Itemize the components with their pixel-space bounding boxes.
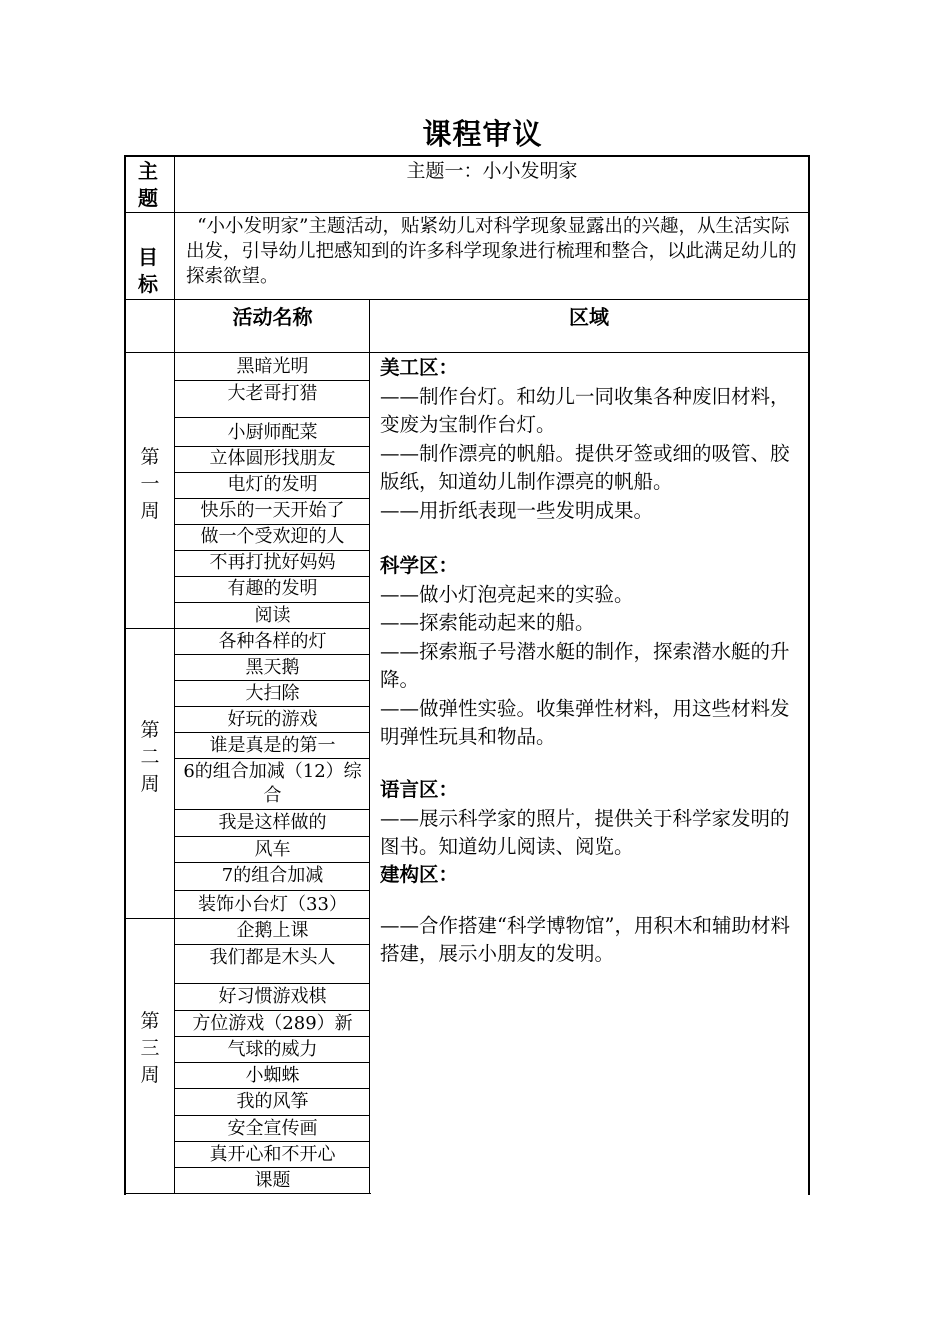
- week-label-2: 第二周: [140, 719, 160, 795]
- activity-column-divider: [369, 299, 370, 1194]
- area-line: ——用折纸表现一些发明成果。: [380, 498, 654, 522]
- area-title-language: 语言区：: [380, 778, 459, 801]
- theme-label: 主题: [138, 159, 158, 210]
- row-divider-goal: [124, 299, 810, 300]
- activity-item: 有趣的发明: [227, 578, 318, 599]
- activity-item: 谁是真是的第一: [209, 735, 336, 756]
- activity-item: 好习惯游戏棋: [218, 986, 327, 1007]
- activity-item: 大扫除: [245, 683, 300, 704]
- activity-item: 大老哥打猎: [227, 383, 318, 404]
- area-line: ——探索能动起来的船。: [380, 611, 595, 634]
- area-line: ——探索瓶子号潜水艇的制作，探索潜水艇的升降。: [380, 639, 790, 691]
- area-title-science: 科学区：: [380, 554, 459, 577]
- area-line: ——做弹性实验。收集弹性材料，用这些材料发明弹性玩具和物品。: [380, 696, 790, 748]
- activity-item: 我们都是木头人: [209, 947, 336, 968]
- activity-item: 方位游戏（289）新: [192, 1013, 353, 1034]
- activity-item: 气球的威力: [227, 1039, 318, 1060]
- area-line: ——做小灯泡亮起来的实验。: [380, 582, 634, 606]
- activity-item: 快乐的一天开始了: [200, 500, 345, 521]
- activity-item: 课题: [254, 1170, 291, 1191]
- week-label-1: 第一周: [140, 446, 160, 522]
- goal-text: “小小发明家”主题活动，贴紧幼儿对科学现象显露出的兴趣，从生活实际出发，引导幼儿把感知到的许多科学现象进行梳理和整合，以此满足幼儿的探索欲望。: [186, 216, 797, 287]
- activity-item: 7的组合加减: [221, 865, 324, 886]
- activity-item: 电灯的发明: [227, 474, 318, 495]
- activity-item: 做一个受欢迎的人: [200, 526, 345, 547]
- activity-column-header: 活动名称: [232, 305, 313, 329]
- area-line: ——展示科学家的照片，提供关于科学家发明的图书。知道幼儿阅读、阅览。: [380, 806, 790, 858]
- activity-item: 风车: [254, 839, 291, 860]
- row-divider-header: [124, 352, 810, 353]
- document-title: 课程审议: [422, 117, 543, 151]
- table-right-border: [808, 155, 810, 1195]
- week-label-3: 第三周: [140, 1010, 160, 1086]
- activity-item: 真开心和不开心: [209, 1144, 336, 1165]
- area-construction-section: [380, 861, 805, 969]
- activity-item: 小蜘蛛: [245, 1065, 300, 1086]
- area-language-section: [380, 776, 805, 862]
- area-title-art: 美工区：: [380, 356, 459, 379]
- label-column-divider: [174, 155, 175, 1194]
- activity-item: 各种各样的灯: [218, 631, 327, 652]
- area-science-section: [380, 552, 805, 752]
- activity-item: 安全宣传画: [227, 1118, 318, 1139]
- area-column-header: 区域: [569, 305, 609, 329]
- activity-item: 不再打扰好妈妈: [209, 552, 336, 573]
- activity-item: 小厨师配菜: [227, 422, 318, 443]
- activity-item: 立体圆形找朋友: [209, 448, 336, 469]
- row-divider-theme: [124, 212, 810, 213]
- area-art-section: [380, 354, 805, 525]
- theme-value: 主题一：小小发明家: [406, 160, 578, 182]
- area-title-construction: 建构区：: [380, 863, 459, 886]
- activity-item: 企鹅上课: [236, 920, 309, 941]
- activity-item: 装饰小台灯（33）: [198, 894, 347, 915]
- activity-item: 黑天鹅: [245, 657, 300, 678]
- activity-item: 好玩的游戏: [227, 709, 318, 730]
- activity-item: 黑暗光明: [236, 356, 309, 377]
- table-top-border: [124, 155, 810, 157]
- activity-item: 阅读: [254, 605, 291, 626]
- area-line: ——合作搭建“科学博物馆”，用积木和辅助材料搭建，展示小朋友的发明。: [380, 913, 790, 965]
- area-line: ——制作台灯。和幼儿一同收集各种废旧材料，变废为宝制作台灯。: [380, 384, 790, 436]
- area-line: ——制作漂亮的帆船。提供牙签或细的吸管、胶版纸，知道幼儿制作漂亮的帆船。: [380, 441, 790, 493]
- activity-item: 6的组合加减（12）综合: [183, 761, 362, 806]
- goal-label: 目标: [138, 245, 158, 296]
- activity-item: 我是这样做的: [218, 812, 327, 833]
- activity-item: 我的风筝: [236, 1091, 309, 1112]
